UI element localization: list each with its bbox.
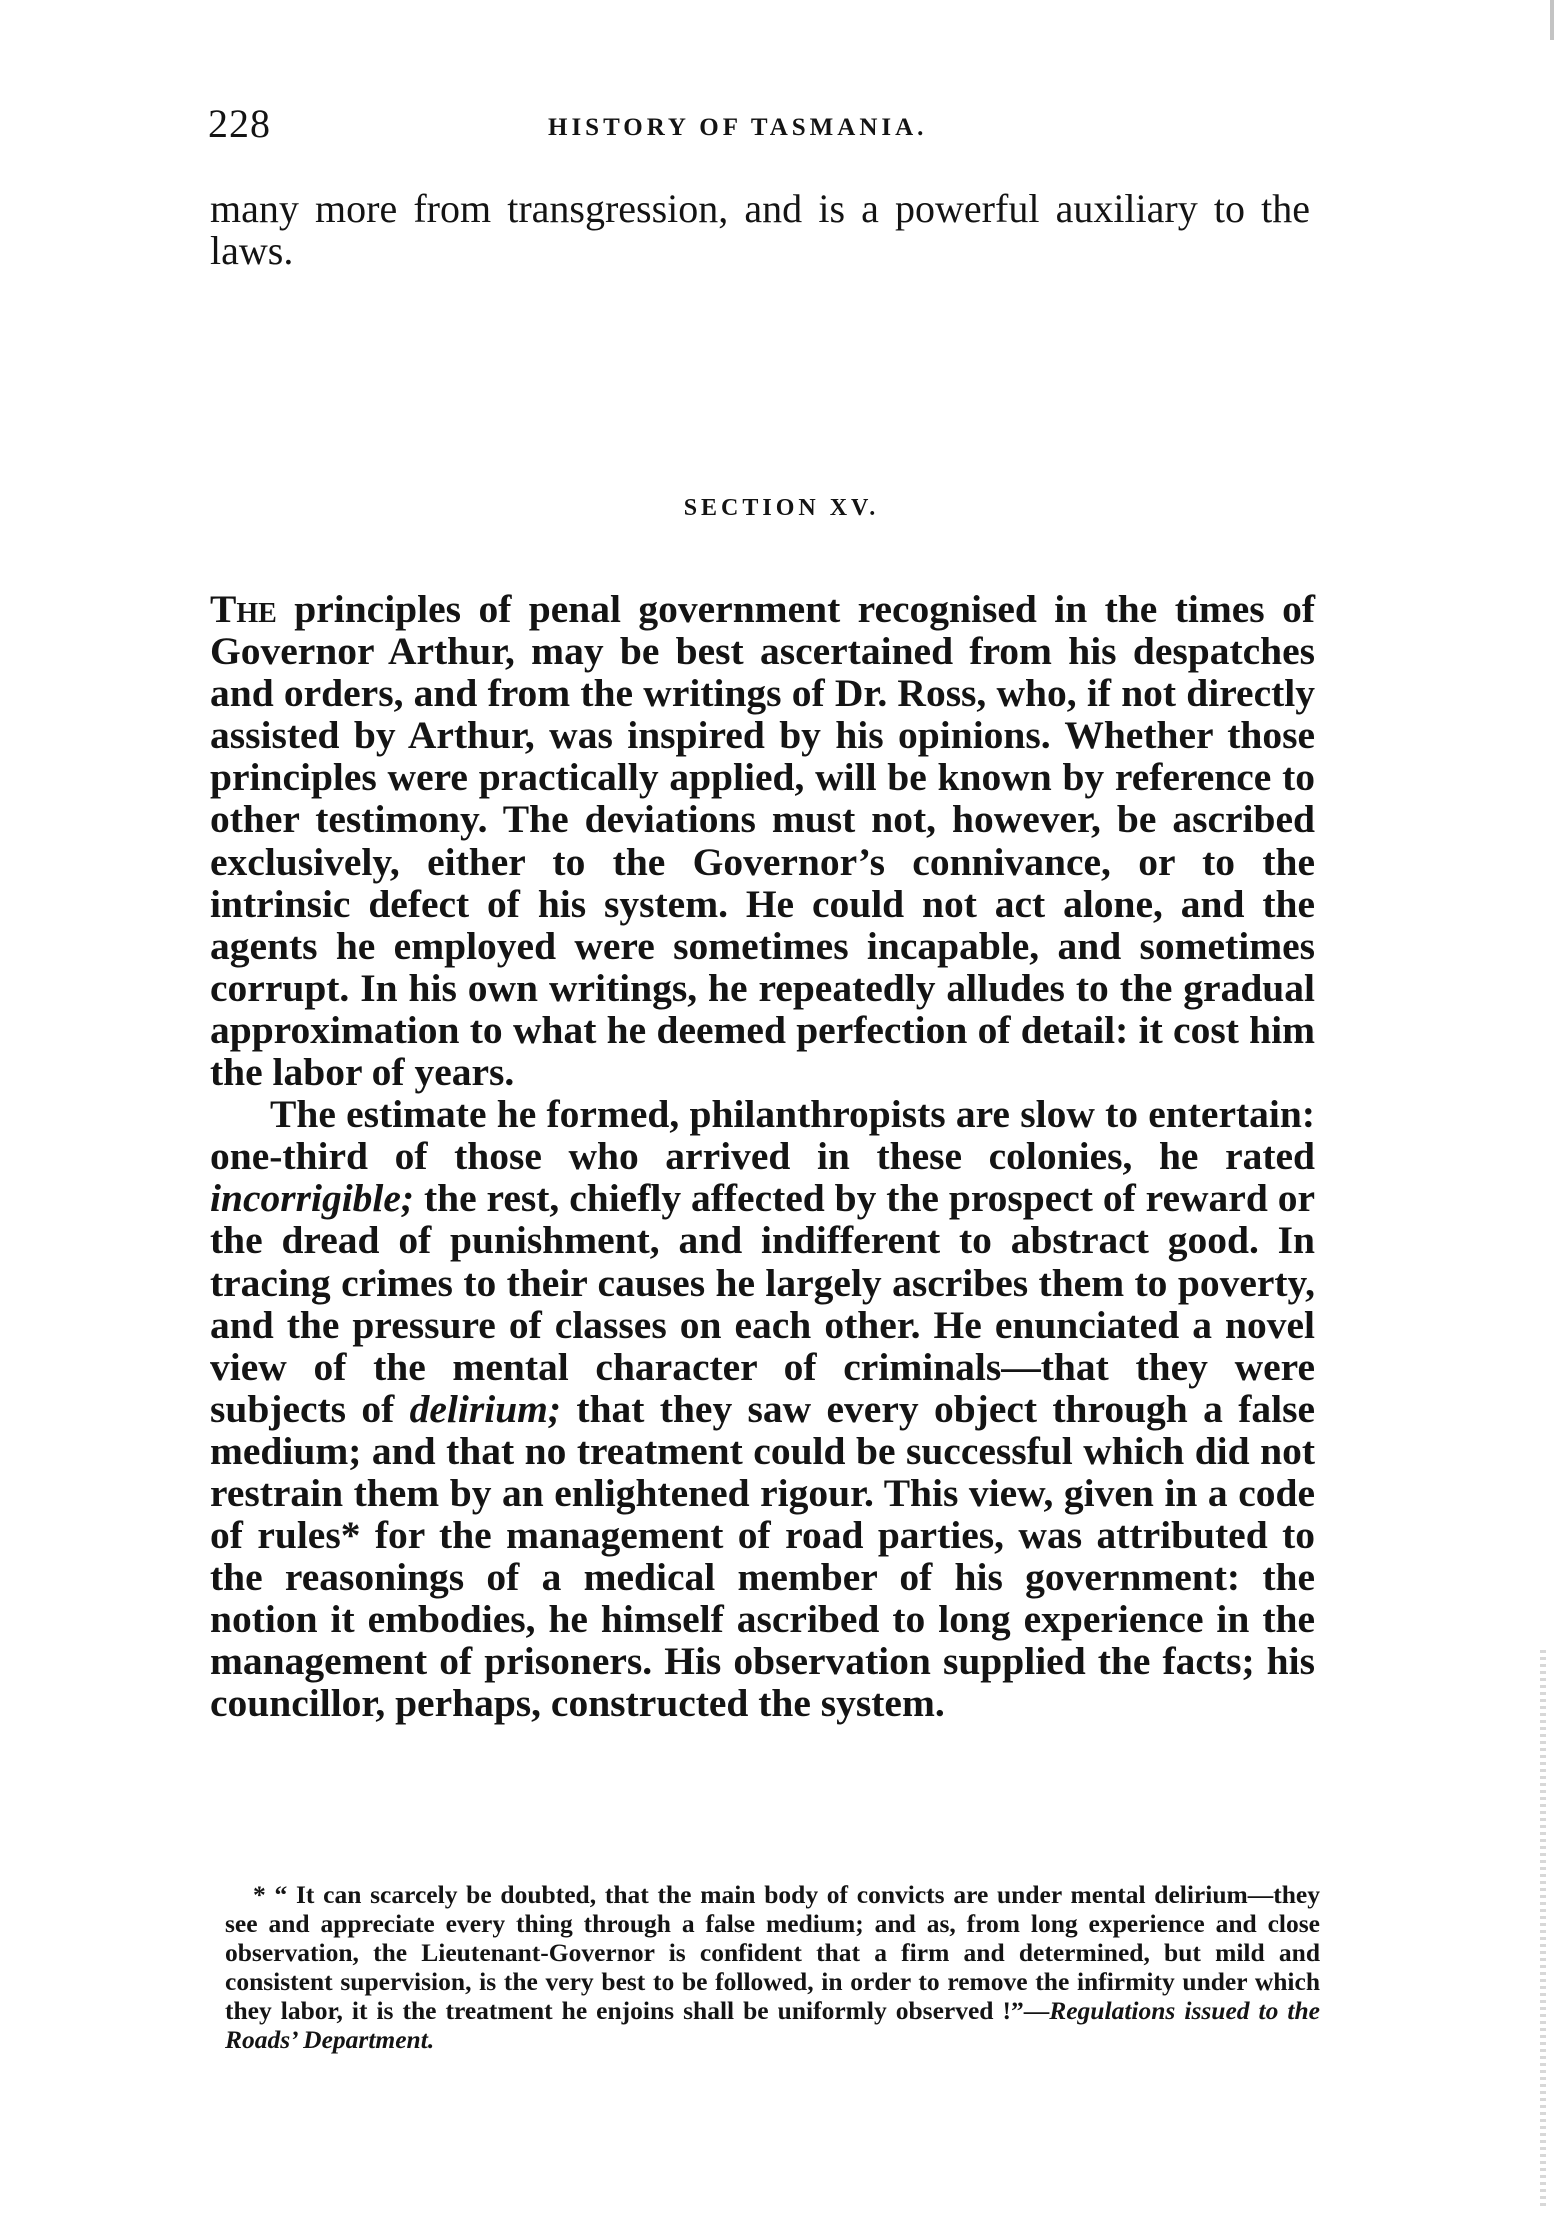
paragraph-2-part2: the rest, chiefly affected by the prospect of reward or the dread of punishment, and indifferent to abstract good. In tracing crimes to their causes he largely ascribes them to poverty, and the pressure of classes on each other. He enunciated a novel view of the mental character of criminals—that they were subjects of <box>210 1176 1315 1431</box>
footnote-text: “ It can scarcely be doubted, that the main body of convicts are under mental delirium—they see and appreciate every thing through a false medium; and as, from long experience and close observation, the Lieutenant-Governor is confident that a firm and determined, but mild and consistent supervision, is the very best to be followed, in order to remove the infirmity under which they labor, it is the treatment he enjoins shall be uniformly observed !”— <box>225 1880 1320 2025</box>
paragraph-2 <box>210 1093 1315 1724</box>
scan-edge-mark <box>1540 1650 1546 2210</box>
footnote-citation: Regulations issued to the Roads’ Department. <box>225 1996 1320 2054</box>
paragraph-1 <box>210 588 1315 1093</box>
page-number: 228 <box>208 101 271 146</box>
paragraph-2-part3: that they saw every object through a false medium; and that no treatment could be successful which did not restrain them by an enlightened rigour. This view, given in a code of rules* for the management of road parties, was attributed to the reasonings of a medical member of his government: the notion it embodies, he himself ascribed to long experience in the management of prisoners. His observation supplied the facts; his councillor, perhaps, constructed the system. <box>210 1386 1315 1726</box>
paragraph-1-text: principles of penal government recognised in the times of Governor Arthur, may be best ascertained from his despatches and orders, and from the writings of Dr. Ross, who, if not directly assisted by Arthur, was inspired by his opinions. Whether those principles were practically applied, will be known by reference to other testimony. The deviations must not, however, be ascribed exclusively, either to the Governor’s connivance, or to the intrinsic defect of his system. He could not act alone, and the agents he employed were sometimes incapable, and sometimes corrupt. In his own writings, he repeatedly alludes to the gradual approximation to what he deemed perfection of detail: it cost him the labor of years. <box>210 587 1315 1095</box>
paragraph-1-lead: The <box>210 587 277 631</box>
page-header <box>208 100 1318 160</box>
footnote-marker: * <box>253 1880 266 1909</box>
section-heading: SECTION XV. <box>683 495 880 521</box>
carry-over-text: many more from transgression, and is a powerful auxiliary to the laws. <box>210 186 1310 273</box>
paragraph-2-part1: The estimate he formed, philanthropists are slow to entertain: one-third of those who arrived in these colonies, he rated <box>210 1092 1315 1179</box>
paragraph-2-italic-delirium: delirium; <box>409 1386 562 1431</box>
body-text <box>210 588 1315 1725</box>
scan-edge-mark-top <box>1550 0 1554 40</box>
footnote <box>225 1880 1320 2054</box>
paragraph-2-italic-incorrigible: incorrigible; <box>210 1176 415 1221</box>
running-head: HISTORY OF TASMANIA. <box>548 114 928 141</box>
